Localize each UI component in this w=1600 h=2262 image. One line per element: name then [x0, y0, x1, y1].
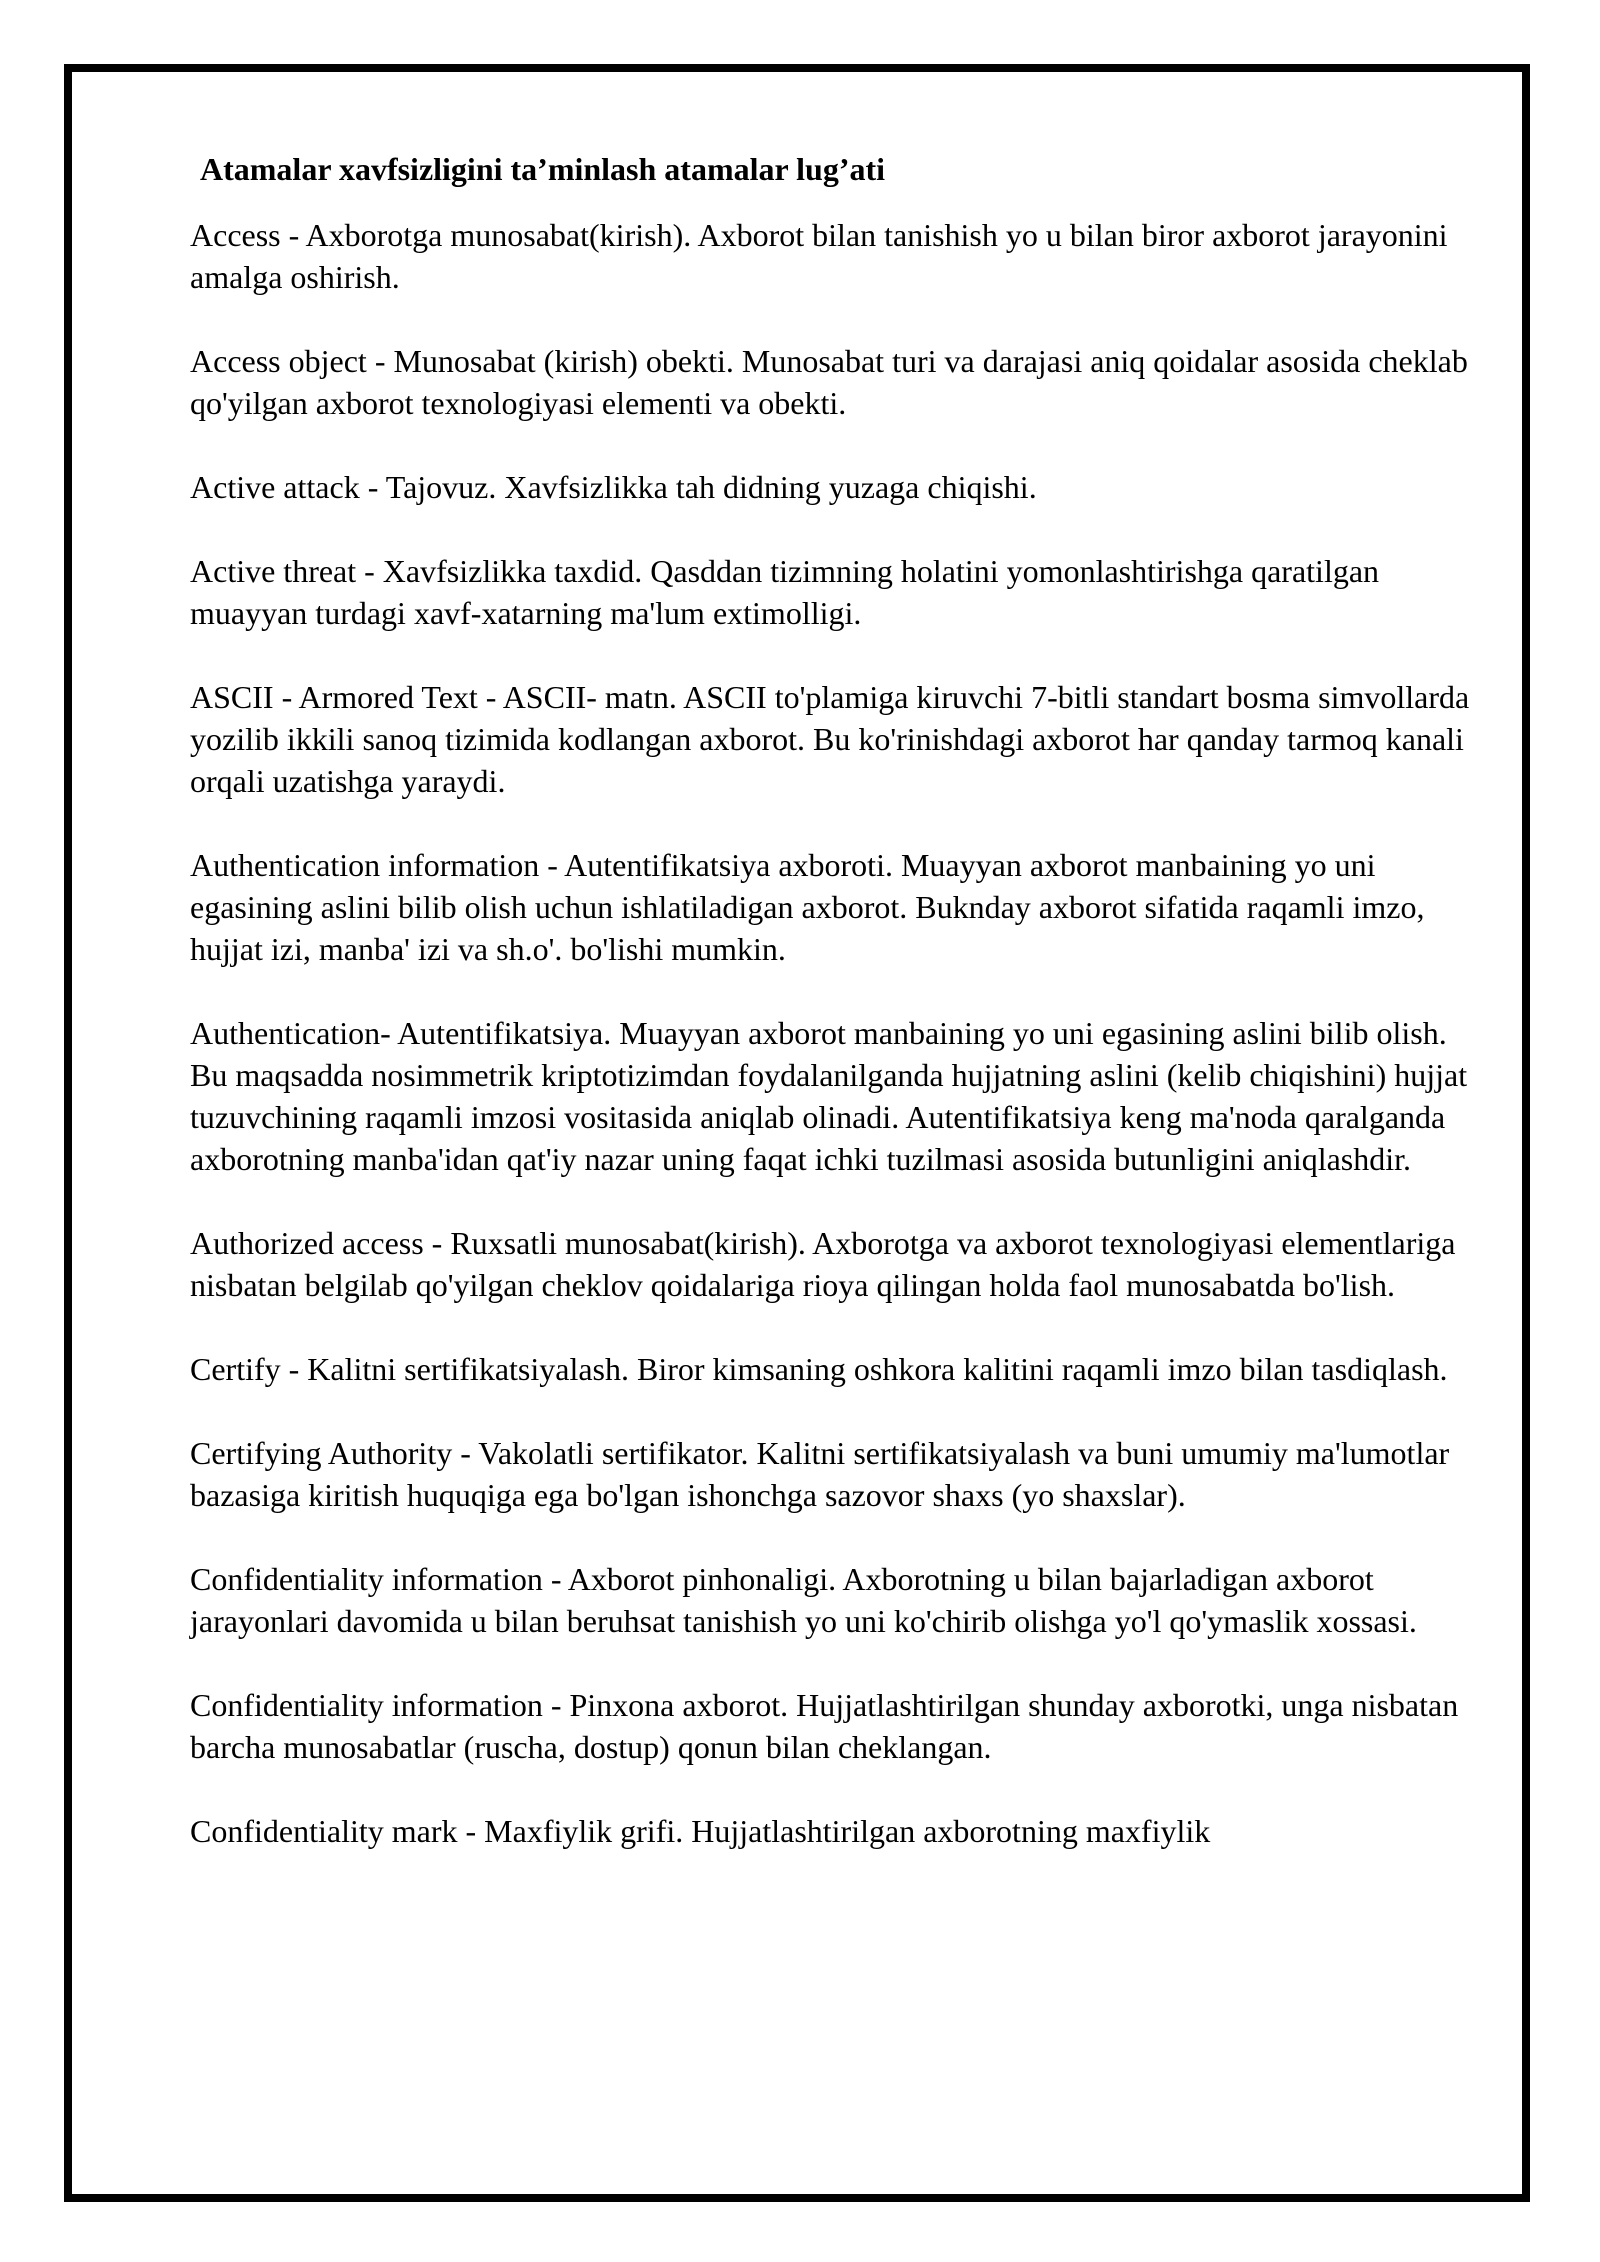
glossary-entry-certify: Certify - Kalitni sertifikatsiyalash. Biror kimsaning oshkora kalitini raqamli imzo bilan tasdiqlash. [190, 1351, 1448, 1387]
glossary-entry-active-threat: Active threat - Xavfsizlikka taxdid. Qasddan tizimning holatini yomonlashtirishga qaratilgan muayyan turdagi xavf-xatarning ma'lum extimolligi. [190, 553, 1380, 631]
glossary-entry-access-object: Access object - Munosabat (kirish) obekti. Munosabat turi va darajasi aniq qoidalar asosida cheklab qo'yilgan axborot texnologiyasi elementi va obekti. [190, 343, 1468, 421]
glossary-entry-confidentiality-information-2: Confidentiality information - Pinxona axborot. Hujjatlashtirilgan shunday axborotki, unga nisbatan barcha munosabatlar (ruscha, dostup) qonun bilan cheklangan. [190, 1687, 1459, 1765]
glossary-entry-authorized-access: Authorized access - Ruxsatli munosabat(kirish). Axborotga va axborot texnologiyasi elementlariga nisbatan belgilab qo'yilgan cheklov qoidalariga rioya qilingan holda faol munosabatda bo'lish. [190, 1225, 1456, 1303]
document-body [190, 148, 1480, 1852]
glossary-entry-certifying-authority: Certifying Authority - Vakolatli sertifikator. Kalitni sertifikatsiyalash va buni umumiy ma'lumotlar bazasiga kiritish huquqiga ega bo'lgan ishonchga sazovor shaxs (yo shaxslar). [190, 1435, 1450, 1513]
glossary-entry-ascii-armored-text: ASCII - Armored Text - ASCII- matn. ASCII to'plamiga kiruvchi 7-bitli standart bosma simvollarda yozilib ikkili sanoq tizimida kodlangan axborot. Bu ko'rinishdagi axborot har qanday tarmoq kanali orqali uzatishga yaraydi. [190, 679, 1470, 799]
glossary-entry-confidentiality-information-1: Confidentiality information - Axborot pinhonaligi. Axborotning u bilan bajarladigan axborot jarayonlari davomida u bilan beruhsat tanishish yo uni ko'chirib olishga yo'l qo'ymaslik xossasi. [190, 1561, 1417, 1639]
glossary-entry-authentication-information: Authentication information - Autentifikatsiya axboroti. Muayyan axborot manbaining yo uni egasining aslini bilib olish uchun ishlatiladigan axborot. Buknday axborot sifatida raqamli imzo, hujjat izi, manba' izi va sh.o'. bo'lishi mumkin. [190, 847, 1425, 967]
glossary-entry-active-attack: Active attack - Tajovuz. Xavfsizlikka tah didning yuzaga chiqishi. [190, 469, 1037, 505]
glossary-entry-authentication: Authentication- Autentifikatsiya. Muayyan axborot manbaining yo uni egasining aslini bilib olish. Bu maqsadda nosimmetrik kriptotizimdan foydalanilganda hujjatning aslini (kelib chiqishini) hujjat tuzuvchining raqamli imzosi vositasida aniqlab olinadi. Autentifikatsiya keng ma'noda qaralganda axborotning manba'idan qat'iy nazar uning faqat ichki tuzilmasi asosida butunligini aniqlashdir. [190, 1015, 1468, 1177]
glossary-entry-confidentiality-mark: Confidentiality mark - Maxfiylik grifi. Hujjatlashtirilgan axborotning maxfiylik [190, 1813, 1211, 1849]
glossary-entry-access: Access - Axborotga munosabat(kirish). Axborot bilan tanishish yo u bilan biror axborot jarayonini amalga oshirish. [190, 217, 1448, 295]
document-title: Atamalar xavfsizligini ta’minlash atamalar lug’ati [200, 151, 886, 187]
